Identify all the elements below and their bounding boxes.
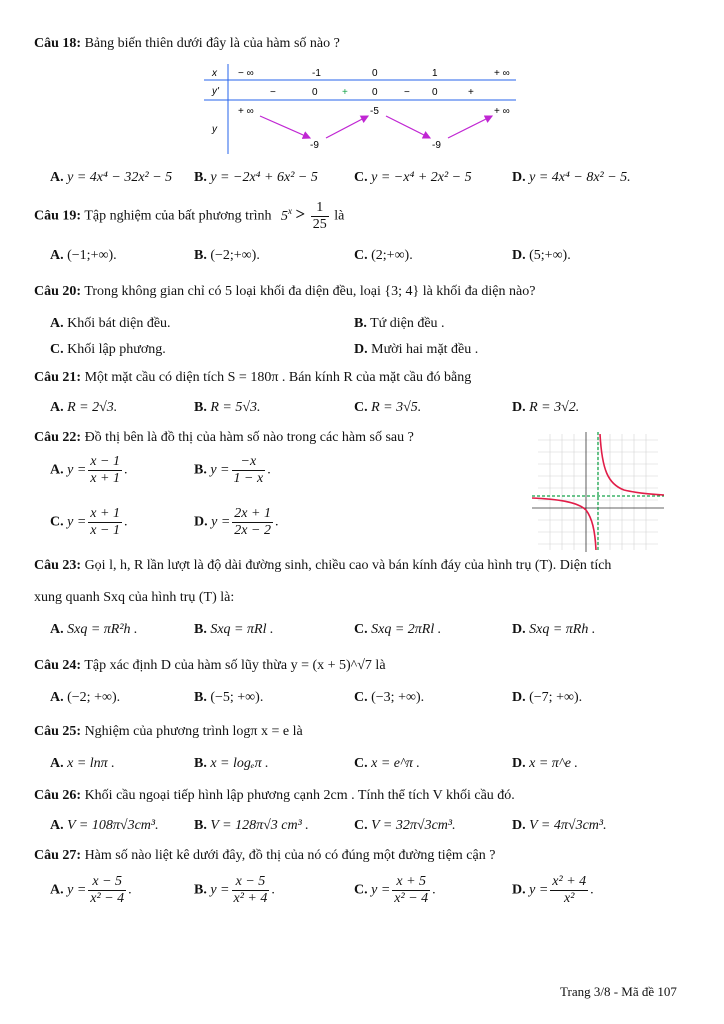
- q21-option-a[interactable]: [50, 400, 117, 416]
- q19-c-label: C.: [354, 248, 368, 263]
- q25-a-text: x = lnπ .: [67, 756, 115, 771]
- q26-d-label: D.: [512, 818, 526, 833]
- q27-a-pre: y =: [67, 882, 87, 898]
- q22-a-den: x + 1: [90, 471, 120, 486]
- q23-option-d[interactable]: [512, 622, 595, 638]
- q18-arrow: [386, 116, 430, 138]
- q25-text: Nghiệm của phương trình logπ x = e là: [84, 724, 303, 739]
- q21-label: Câu 21:: [34, 370, 82, 385]
- q18-label: Câu 18:: [34, 36, 82, 51]
- q21-text: Một mặt cầu có diện tích S = 180π . Bán kính R của mặt cầu đó bằng: [84, 370, 472, 385]
- q19-b-label: B.: [194, 248, 207, 263]
- q21-stem-line: [34, 370, 471, 386]
- q20-option-c[interactable]: [50, 342, 166, 358]
- q21-c-text: R = 3√5.: [371, 400, 422, 415]
- q22-graph: [528, 430, 668, 554]
- q26-option-b[interactable]: [194, 818, 309, 834]
- q19-b-text: (−2;+∞).: [210, 248, 260, 263]
- q22-option-a[interactable]: [50, 454, 127, 487]
- q18-y-top: + ∞: [494, 106, 510, 117]
- q24-option-a[interactable]: [50, 690, 120, 706]
- q25-option-a[interactable]: [50, 756, 115, 772]
- q27-d-den: x²: [564, 891, 575, 906]
- q25-c-text: x = e^π .: [371, 756, 420, 771]
- q22-c-pre: y =: [67, 514, 87, 530]
- q24-b-text: (−5; +∞).: [210, 690, 264, 705]
- q27-a-num: x − 5: [88, 874, 126, 891]
- q24-option-d[interactable]: [512, 690, 582, 706]
- q27-option-b[interactable]: [194, 874, 275, 907]
- q24-option-b[interactable]: [194, 690, 263, 706]
- q23-a-label: A.: [50, 622, 64, 637]
- q26-a-label: A.: [50, 818, 64, 833]
- q19-a-label: A.: [50, 248, 64, 263]
- q21-b-label: B.: [194, 400, 207, 415]
- q24-a-text: (−2; +∞).: [67, 690, 121, 705]
- q25-b-text: x = logₑπ .: [210, 756, 269, 771]
- q22-a-label: A.: [50, 462, 64, 478]
- q22-c-num: x + 1: [90, 506, 120, 521]
- q18-yp-val: +: [468, 87, 474, 98]
- q26-d-text: V = 4π√3cm³.: [529, 818, 607, 833]
- q18-variation-table: [200, 62, 520, 157]
- q18-b-text: y = −2x⁴ + 6x² − 5: [210, 170, 318, 185]
- q24-label: Câu 24:: [34, 658, 82, 673]
- q18-x-val: + ∞: [494, 68, 510, 79]
- q22-a-num: x − 1: [90, 454, 120, 469]
- q22-curve-left: [532, 498, 596, 550]
- q20-a-label: A.: [50, 316, 64, 331]
- q19-option-d[interactable]: [512, 248, 571, 264]
- q19-gt: >: [295, 204, 306, 224]
- q21-d-text: R = 3√2.: [529, 400, 580, 415]
- q21-option-d[interactable]: [512, 400, 579, 416]
- q26-option-d[interactable]: [512, 818, 607, 834]
- q18-y-top: -5: [370, 106, 379, 117]
- q18-x-val: 0: [372, 68, 378, 79]
- q19-option-b[interactable]: [194, 248, 260, 264]
- q22-b-pre: y =: [210, 462, 230, 478]
- q20-a-text: Khối bát diện đều.: [67, 316, 171, 331]
- page-footer: Trang 3/8 - Mã đề 107: [560, 984, 677, 999]
- q23-b-label: B.: [194, 622, 207, 637]
- q27-d-num: x² + 4: [552, 874, 587, 889]
- q27-c-post: .: [432, 882, 436, 898]
- q19-c-text: (2;+∞).: [371, 248, 413, 263]
- q18-a-label: A.: [50, 170, 64, 185]
- q22-a-post: .: [123, 462, 128, 478]
- q26-c-text: V = 32π√3cm³.: [371, 818, 456, 833]
- q24-text: Tập xác định D của hàm số lũy thừa y = (x + 5)^√7 là: [84, 658, 386, 673]
- q26-c-label: C.: [354, 818, 368, 833]
- q18-a-text: y = 4x⁴ − 32x² − 5: [67, 170, 173, 185]
- q19-label: Câu 19:: [34, 208, 82, 224]
- q22-option-c[interactable]: [50, 506, 127, 539]
- q27-a-label: A.: [50, 882, 64, 898]
- q19-option-c[interactable]: [354, 248, 413, 264]
- q27-stem-line: [34, 848, 495, 864]
- q24-stem-line: [34, 658, 386, 674]
- q18-option-d[interactable]: [512, 170, 631, 186]
- q27-d-post: .: [590, 882, 594, 898]
- q23-d-label: D.: [512, 622, 526, 637]
- q27-b-label: B.: [194, 882, 207, 898]
- q24-b-label: B.: [194, 690, 207, 705]
- q27-b-post: .: [271, 882, 275, 898]
- q26-option-c[interactable]: [354, 818, 456, 834]
- q22-c-den: x − 1: [90, 523, 120, 538]
- q26-b-label: B.: [194, 818, 207, 833]
- q25-label: Câu 25:: [34, 724, 82, 739]
- q24-d-text: (−7; +∞).: [529, 690, 583, 705]
- q25-a-label: A.: [50, 756, 64, 771]
- q18-y-top: + ∞: [238, 106, 254, 117]
- q24-c-label: C.: [354, 690, 368, 705]
- q19-d-text: (5;+∞).: [529, 248, 571, 263]
- q24-a-label: A.: [50, 690, 64, 705]
- q27-c-num: x + 5: [392, 874, 430, 891]
- q23-c-text: Sxq = 2πRl .: [371, 622, 442, 637]
- q18-option-a[interactable]: [50, 170, 172, 186]
- q21-b-text: R = 5√3.: [210, 400, 261, 415]
- q22-b-label: B.: [194, 462, 207, 478]
- q26-text: Khối cầu ngoại tiếp hình lập phương cạnh 2cm . Tính thể tích V khối cầu đó.: [84, 788, 515, 803]
- q18-yp-label: y': [212, 86, 219, 97]
- q20-b-text: Tứ diện đều .: [370, 316, 445, 331]
- q19-option-a[interactable]: [50, 248, 117, 264]
- q22-d-post: .: [274, 514, 279, 530]
- q18-yp-val: 0: [432, 87, 438, 98]
- q18-y-bottom: -9: [310, 140, 319, 151]
- q27-c-pre: y =: [371, 882, 391, 898]
- q27-option-c[interactable]: [354, 874, 436, 907]
- q23-option-b[interactable]: [194, 622, 273, 638]
- q20-option-a[interactable]: [50, 316, 171, 332]
- q25-b-label: B.: [194, 756, 207, 771]
- q26-stem-line: [34, 788, 515, 804]
- q23-b-text: Sxq = πRl .: [210, 622, 274, 637]
- q19-exp: x: [288, 206, 293, 217]
- q23-a-text: Sxq = πR²h .: [67, 622, 138, 637]
- q18-d-text: y = 4x⁴ − 8x² − 5.: [529, 170, 631, 185]
- q18-y-bottom: -9: [432, 140, 441, 151]
- q27-c-den: x² − 4: [394, 891, 429, 906]
- q19-num: 1: [311, 200, 329, 217]
- q23-label: Câu 23:: [34, 558, 82, 573]
- q21-d-label: D.: [512, 400, 526, 415]
- q25-option-b[interactable]: [194, 756, 269, 772]
- q18-stem-line: [34, 36, 340, 52]
- q21-c-label: C.: [354, 400, 368, 415]
- q18-b-label: B.: [194, 170, 207, 185]
- q20-option-b[interactable]: [354, 316, 445, 332]
- q24-option-c[interactable]: [354, 690, 424, 706]
- q21-a-label: A.: [50, 400, 64, 415]
- q19-den: 25: [312, 217, 327, 232]
- q25-stem-line: [34, 724, 303, 740]
- q23-stem-line: [34, 558, 611, 574]
- q18-c-text: y = −x⁴ + 2x² − 5: [371, 170, 472, 185]
- q25-c-label: C.: [354, 756, 368, 771]
- q21-option-b[interactable]: [194, 400, 261, 416]
- q20-b-label: B.: [354, 316, 367, 331]
- q27-text: Hàm số nào liệt kê dưới đây, đồ thị của nó có đúng một đường tiệm cận ?: [84, 848, 496, 863]
- q22-a-pre: y =: [67, 462, 87, 478]
- q27-c-label: C.: [354, 882, 368, 898]
- q22-text: Đồ thị bên là đồ thị của hàm số nào trong các hàm số sau ?: [84, 430, 414, 445]
- q18-option-c[interactable]: [354, 170, 472, 186]
- q23-text: Gọi l, h, R lần lượt là độ dài đường sinh, chiều cao và bán kính đáy của hình trụ (T). Diện tích: [84, 558, 612, 573]
- q18-yp-val: 0: [312, 87, 318, 98]
- q18-d-label: D.: [512, 170, 526, 185]
- q27-label: Câu 27:: [34, 848, 82, 863]
- q19-stem-line: [34, 200, 344, 233]
- q26-a-text: V = 108π√3cm³.: [67, 818, 159, 833]
- q25-d-text: x = π^e .: [529, 756, 578, 771]
- q18-yp-val: 0: [372, 87, 378, 98]
- q27-b-pre: y =: [210, 882, 230, 898]
- q22-c-label: C.: [50, 514, 64, 530]
- q18-arrow: [260, 116, 310, 138]
- q20-text: Trong không gian chỉ có 5 loại khối đa diện đều, loại {3; 4} là khối đa diện nào?: [84, 284, 536, 299]
- q25-option-d[interactable]: [512, 756, 578, 772]
- q18-x-val: 1: [432, 68, 438, 79]
- q18-x-label: x: [212, 68, 217, 79]
- q27-b-num: x − 5: [232, 874, 270, 891]
- q20-c-label: C.: [50, 342, 64, 357]
- q27-option-d[interactable]: [512, 874, 594, 907]
- q22-stem-line: [34, 430, 414, 446]
- q18-text: Bảng biến thiên dưới đây là của hàm số nào ?: [84, 36, 340, 51]
- q26-label: Câu 26:: [34, 788, 82, 803]
- q27-d-label: D.: [512, 882, 526, 898]
- q21-option-c[interactable]: [354, 400, 421, 416]
- q23-d-text: Sxq = πRh .: [529, 622, 596, 637]
- q19-base: 5: [281, 208, 289, 224]
- q27-option-a[interactable]: [50, 874, 132, 907]
- q20-d-text: Mười hai mặt đều .: [371, 342, 479, 357]
- q24-d-label: D.: [512, 690, 526, 705]
- q18-c-label: C.: [354, 170, 368, 185]
- q22-d-den: 2x − 2: [234, 523, 271, 538]
- q18-y-label: y: [212, 124, 217, 135]
- q20-label: Câu 20:: [34, 284, 82, 299]
- q22-curve-right: [600, 434, 664, 495]
- q22-d-pre: y =: [211, 514, 231, 530]
- q22-c-post: .: [123, 514, 128, 530]
- q22-option-d[interactable]: [194, 506, 278, 539]
- q22-b-post: .: [267, 462, 271, 478]
- q18-yp-val: −: [270, 87, 276, 98]
- q27-d-pre: y =: [529, 882, 549, 898]
- q21-a-text: R = 2√3.: [67, 400, 118, 415]
- q18-x-val: -1: [312, 68, 321, 79]
- q19-text: Tập nghiệm của bất phương trình: [84, 208, 272, 224]
- q20-c-text: Khối lập phương.: [67, 342, 166, 357]
- q18-x-val: − ∞: [238, 68, 254, 79]
- q23-option-a[interactable]: [50, 622, 138, 638]
- q23-stem-line-2: [34, 590, 234, 606]
- q20-option-d[interactable]: [354, 342, 478, 358]
- q18-yp-val: +: [342, 87, 348, 98]
- q23-text-2: xung quanh Sxq của hình trụ (T) là:: [34, 590, 235, 605]
- q25-d-label: D.: [512, 756, 526, 771]
- q26-b-text: V = 128π√3 cm³ .: [210, 818, 309, 833]
- q24-c-text: (−3; +∞).: [371, 690, 425, 705]
- q23-option-c[interactable]: [354, 622, 441, 638]
- q18-option-b[interactable]: [194, 170, 318, 186]
- q26-option-a[interactable]: [50, 818, 159, 834]
- q22-option-b[interactable]: [194, 454, 271, 487]
- q27-b-den: x² + 4: [233, 891, 268, 906]
- q18-arrow: [448, 116, 492, 138]
- q22-b-num: −x: [232, 454, 266, 471]
- q18-arrow: [326, 116, 368, 138]
- q18-yp-val: −: [404, 87, 410, 98]
- q20-d-label: D.: [354, 342, 368, 357]
- q19-tail: là: [334, 208, 345, 224]
- q25-option-c[interactable]: [354, 756, 420, 772]
- q20-stem-line: [34, 284, 535, 300]
- q27-a-post: .: [128, 882, 132, 898]
- q27-a-den: x² − 4: [90, 891, 125, 906]
- q22-label: Câu 22:: [34, 430, 82, 445]
- q19-a-text: (−1;+∞).: [67, 248, 117, 263]
- q19-d-label: D.: [512, 248, 526, 263]
- q22-b-den: 1 − x: [233, 471, 264, 486]
- q23-c-label: C.: [354, 622, 368, 637]
- q22-d-label: D.: [194, 514, 208, 530]
- q22-d-num: 2x + 1: [234, 506, 271, 521]
